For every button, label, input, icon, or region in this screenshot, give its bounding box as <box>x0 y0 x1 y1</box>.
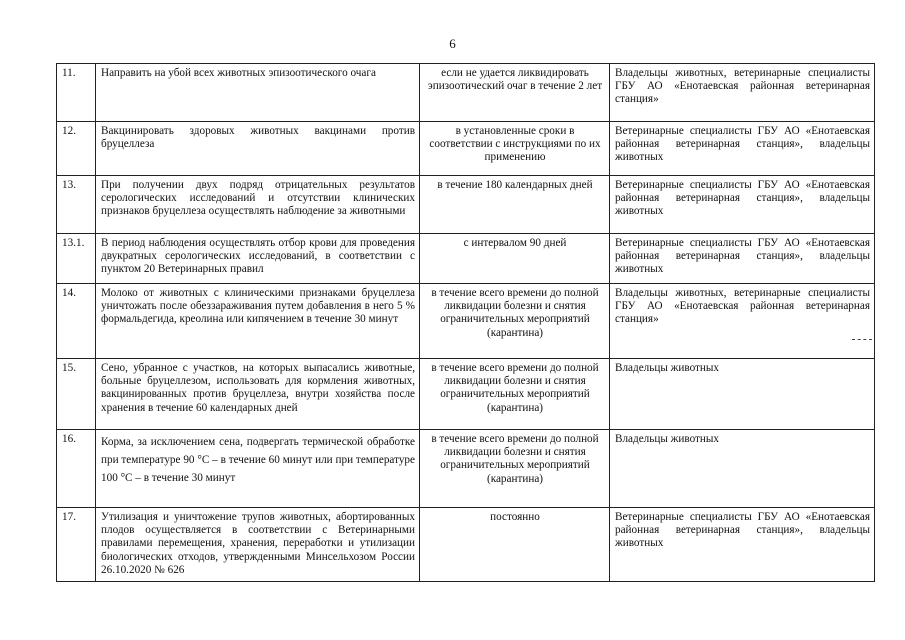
measure-cell: При получении двух подряд отрицательных результатов серологических исследований и отсутствии клинических признаков бруцеллеза осуществлять наблюдение за животными <box>96 176 420 234</box>
table-row <box>57 430 875 508</box>
row-number: 13.1. <box>57 234 96 284</box>
term-cell: с интервалом 90 дней <box>420 234 610 284</box>
row-number: 13. <box>57 176 96 234</box>
responsible-cell: Ветеринарные специалисты ГБУ АО «Енотаевская районная ветеринарная станция», владельцы животных <box>610 122 875 176</box>
table-row <box>57 284 875 359</box>
table-row <box>57 176 875 234</box>
measure-cell: Направить на убой всех животных эпизоотического очага <box>96 64 420 122</box>
row-number: 17. <box>57 508 96 582</box>
row-number: 12. <box>57 122 96 176</box>
responsible-cell: Владельцы животных <box>610 430 875 508</box>
measure-cell: Сено, убранное с участков, на которых выпасались животные, больные бруцеллезом, использовать для кормления животных, вакцинированных против бруцеллеза, внутри хозяйства после хранения в течение 60 календарных дней <box>96 359 420 430</box>
term-cell: в течение 180 календарных дней <box>420 176 610 234</box>
page-number: 6 <box>449 36 456 51</box>
responsible-cell: Владельцы животных, ветеринарные специалисты ГБУ АО «Енотаевская районная ветеринарная станция» <box>610 284 875 359</box>
table-row <box>57 508 875 582</box>
margin-dash-mark <box>852 339 872 341</box>
row-number: 16. <box>57 430 96 508</box>
measure-cell: В период наблюдения осуществлять отбор крови для проведения двукратных серологических исследований, в соответствии с пунктом 20 Ветеринарных правил <box>96 234 420 284</box>
measure-cell: Молоко от животных с клиническими признаками бруцеллеза уничтожать после обеззараживания путем добавления в него 5 % формальдегида, креолина или кипячением в течение 30 минут <box>96 284 420 359</box>
responsible-cell: Ветеринарные специалисты ГБУ АО «Енотаевская районная ветеринарная станция», владельцы животных <box>610 234 875 284</box>
table-row <box>57 359 875 430</box>
term-cell: если не удается ликвидировать эпизоотический очаг в течение 2 лет <box>420 64 610 122</box>
responsible-cell: Владельцы животных <box>610 359 875 430</box>
responsible-cell: Ветеринарные специалисты ГБУ АО «Енотаевская районная ветеринарная станция», владельцы животных <box>610 176 875 234</box>
measure-cell: Вакцинировать здоровых животных вакцинами против бруцеллеза <box>96 122 420 176</box>
measure-cell: Корма, за исключением сена, подвергать термической обработке при температуре 90 °С – в течение 60 минут или при температуре 100 °С – в течение 30 минут <box>96 430 420 508</box>
term-cell: в течение всего времени до полной ликвидации болезни и снятия ограничительных мероприятий (карантина) <box>420 359 610 430</box>
term-cell: в течение всего времени до полной ликвидации болезни и снятия ограничительных мероприятий (карантина) <box>420 284 610 359</box>
row-number: 11. <box>57 64 96 122</box>
responsible-cell: Владельцы животных, ветеринарные специалисты ГБУ АО «Енотаевская районная ветеринарная станция» <box>610 64 875 122</box>
term-cell: постоянно <box>420 508 610 582</box>
term-cell: в течение всего времени до полной ликвидации болезни и снятия ограничительных мероприятий (карантина) <box>420 430 610 508</box>
table-row <box>57 64 875 122</box>
measures-table <box>56 63 875 582</box>
row-number: 14. <box>57 284 96 359</box>
term-cell: в установленные сроки в соответствии с инструкциями по их применению <box>420 122 610 176</box>
responsible-cell: Ветеринарные специалисты ГБУ АО «Енотаевская районная ветеринарная станция», владельцы животных <box>610 508 875 582</box>
measure-cell: Утилизация и уничтожение трупов животных, абортированных плодов осуществляется в соответствии с Ветеринарными правилами перемещения, хранения, переработки и утилизации биологических отходов, утвержденными Минсельхозом России 26.10.2020 № 626 <box>96 508 420 582</box>
row-number: 15. <box>57 359 96 430</box>
table-row <box>57 122 875 176</box>
table-row <box>57 234 875 284</box>
